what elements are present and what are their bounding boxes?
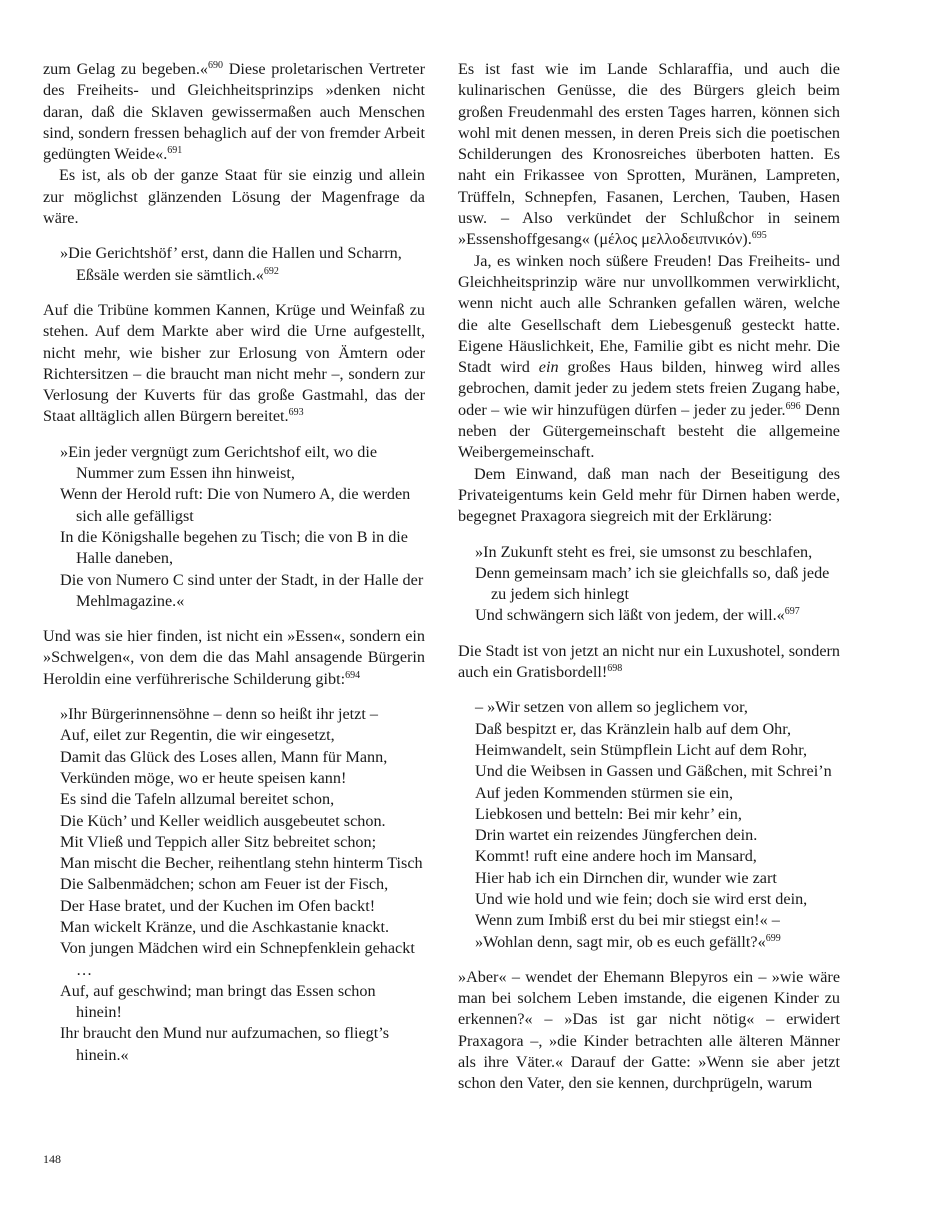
- verse-line: Die Küch’ und Keller weidlich ausgebeutet schon.: [60, 811, 386, 830]
- verse-line: Der Hase bratet, und der Kuchen im Ofen backt!: [60, 896, 376, 915]
- verse-line: Ihr braucht den Mund nur aufzumachen, so fliegt’s hinein.«: [60, 1024, 390, 1064]
- verse-line: Daß bespitzt er, das Kränzlein halb auf dem Ohr,: [475, 719, 792, 738]
- verse-line: Auf, eilet zur Regentin, die wir eingesetzt,: [60, 726, 335, 745]
- verse-line: Mit Vließ und Teppich aller Sitz bebreitet schon;: [60, 832, 377, 851]
- verse-line: Und wie hold und wie fein; doch sie wird erst dein,: [475, 889, 808, 908]
- verse-line: »Wohlan denn, sagt mir, ob es euch gefällt?«$^{699}$: [475, 932, 781, 951]
- paragraph: Und was sie hier finden, ist nicht ein »Essen«, sondern ein »Schwelgen«, von dem die das Mahl ansagende Bürgerin Heroldin eine verführerische Schilderung gibt:$^{694}$: [43, 627, 425, 688]
- paragraph: Die Stadt ist von jetzt an nicht nur ein Luxushotel, sondern auch ein Gratisbordell!$^{698}$: [458, 641, 840, 682]
- footnote-ref[interactable]: 692: [263, 265, 279, 277]
- verse-line: Liebkosen und betteln: Bei mir kehr’ ein,: [475, 804, 742, 823]
- verse-line: Heimwandelt, sein Stümpflein Licht auf dem Rohr,: [475, 740, 808, 759]
- verse-quote: [60, 704, 425, 1066]
- verse-quote: [60, 243, 425, 286]
- verse-line: Drin wartet ein reizendes Jüngferchen dein.: [475, 826, 758, 845]
- verse-quote: [475, 542, 840, 627]
- footnote-ref[interactable]: 690: [208, 60, 223, 71]
- emphasis: ein: [538, 358, 559, 377]
- verse-line: Verkünden möge, wo er heute speisen kann!: [60, 768, 347, 787]
- paragraph: Dem Einwand, daß man nach der Beseitigung des Privateigentums kein Geld mehr für Dirnen haben werde, begegnet Praxagora siegreich mit der Erklärung:: [458, 464, 840, 526]
- verse-line: Hier hab ich ein Dirnchen dir, wunder wie zart: [475, 868, 777, 887]
- verse-line: Die Salbenmädchen; schon am Feuer ist der Fisch,: [60, 875, 389, 894]
- verse-quote: [475, 697, 840, 953]
- verse-line: Die von Numero C sind unter der Stadt, in der Halle der Mehlmagazine.«: [60, 570, 424, 610]
- paragraph: Ja, es winken noch süßere Freuden! Das Freiheits- und Gleichheitsprinzip wäre nur unvollkommen verwirklicht, wenn nicht auch alle Schranken gefallen wären, welche die alte Gesellschaft dem Liebesgenuß gesteckt hatte. Eigene Häuslichkeit, Ehe, Familie gibt es nicht mehr. Die Stadt wird ein großes Haus bilden, hinweg wird alles gebrochen, damit jeder zu jedem stets freien Zugang habe, oder – wie wir hinzufügen dürfen – jeder zu jeder.$^{696}$ Denn neben der Gütergemeinschaft besteht die allgemeine Weibergemeinschaft.: [458, 251, 841, 462]
- verse-line: Man wickelt Kränze, und die Aschkastanie knackt.: [60, 917, 390, 936]
- verse-line: »Die Gerichtshöf’ erst, dann die Hallen und Scharrn, Eßsäle werden sie sämtlich.«$^{692}$: [60, 244, 402, 284]
- verse-line: Und schwängern sich läßt von jedem, der will.«$^{697}$: [475, 606, 800, 625]
- verse-line: Wenn der Herold ruft: Die von Numero A, die werden sich alle gefälligst: [60, 485, 411, 525]
- footnote-ref[interactable]: 699: [765, 932, 781, 944]
- paragraph: »Aber« – wendet der Ehemann Blepyros ein – »wie wäre man bei solchem Leben imstande, die eigenen Kinder zu erkennen?« – »Das ist gar nicht nötig« – erwidert Praxagora –, »die Kinder betrachten alle älteren Männer als ihre Väter.« Darauf der Gatte: »Wenn sie aber jetzt schon den Vater, den sie kennen, durchprügeln, warum: [458, 967, 840, 1093]
- footnote-ref[interactable]: 694: [345, 669, 361, 681]
- verse-line: »Ein jeder vergnügt zum Gerichtshof eilt, wo die Nummer zum Essen ihn hinweist,: [60, 442, 378, 483]
- paragraph: zum Gelag zu begeben.«$^{690}$ Diese proletarischen Vertreter des Freiheits- und Gleichheitsprinzips »denken nicht daran, daß die Sklaven gewissermaßen auch Menschen sind, sondern fressen behaglich auf der von fremder Arbeit gedüngten Weide«.$^{691}$: [43, 60, 425, 164]
- footnote-ref[interactable]: 697: [784, 606, 800, 618]
- verse-line: Auf jeden Kommenden stürmen sie ein,: [475, 783, 734, 802]
- verse-line: Kommt! ruft eine andere hoch im Mansard,: [475, 847, 757, 866]
- verse-line: Wenn zum Imbiß erst du bei mir stiegst ein!« –: [475, 911, 780, 930]
- footnote-ref[interactable]: 696: [785, 400, 801, 412]
- verse-line: Von jungen Mädchen wird ein Schnepfenklein gehackt …: [60, 939, 415, 979]
- verse-line: »Ihr Bürgerinnensöhne – denn so heißt ihr jetzt –: [60, 705, 378, 724]
- verse-line: Man mischt die Becher, reihentlang stehn hinterm Tisch: [60, 854, 423, 873]
- verse-line: »In Zukunft steht es frei, sie umsonst zu beschlafen,: [475, 542, 813, 561]
- verse-quote: [60, 442, 425, 612]
- footnote-ref[interactable]: 698: [607, 663, 623, 675]
- footnote-ref[interactable]: 691: [167, 145, 183, 157]
- verse-line: – »Wir setzen von allem so jeglichem vor,: [475, 698, 748, 717]
- footnote-ref[interactable]: 693: [288, 407, 304, 419]
- footnote-ref[interactable]: 695: [751, 230, 767, 242]
- verse-line: Denn gemeinsam mach’ ich sie gleichfalls so, daß jede zu jedem sich hinlegt: [475, 563, 830, 604]
- verse-line: Auf, auf geschwind; man bringt das Essen schon hinein!: [60, 981, 376, 1022]
- left-column: [43, 59, 425, 1080]
- paragraph: Es ist, als ob der ganze Staat für sie einzig und allein zur möglichst glänzenden Lösung der Magenfrage da wäre.: [43, 166, 425, 228]
- verse-line: Es sind die Tafeln allzumal bereitet schon,: [60, 790, 335, 809]
- right-column: [458, 59, 840, 1095]
- verse-line: Damit das Glück des Loses allen, Mann für Mann,: [60, 747, 388, 766]
- verse-line: In die Königshalle begehen zu Tisch; die von B in die Halle daneben,: [60, 527, 408, 568]
- paragraph: Es ist fast wie im Lande Schlaraffia, und auch die kulinarischen Genüsse, die des Bürgers gleich beim großen Freudenmahl des ersten Tages harren, können sich wohl mit denen messen, in deren Preis sich die poetischen Schilderungen des Kronosreiches überboten hatten. Es naht ein Frikassee von Sprotten, Muränen, Lampreten, Trüffeln, Schnepfen, Fasanen, Lerchen, Tauben, Hasen usw. – Also verkündet der Schlußchor in seinem »Essenshoffgesang« (μέλος μελλοδειπνικόν).$^{695}$: [458, 60, 840, 249]
- paragraph: Auf die Tribüne kommen Kannen, Krüge und Weinfaß zu stehen. Auf dem Markte aber wird die Urne aufgestellt, nicht mehr, wie bisher zur Erlosung von Ämtern oder Richtersitzen – die braucht man nicht mehr –, sondern zur Verlosung der Kuverts für das große Gastmahl, das der Staat alltäglich allen Bürgern bereitet.$^{693}$: [43, 300, 425, 426]
- verse-line: Und die Weibsen in Gassen und Gäßchen, mit Schrei’n: [475, 762, 832, 781]
- page-number: 148: [43, 1152, 61, 1166]
